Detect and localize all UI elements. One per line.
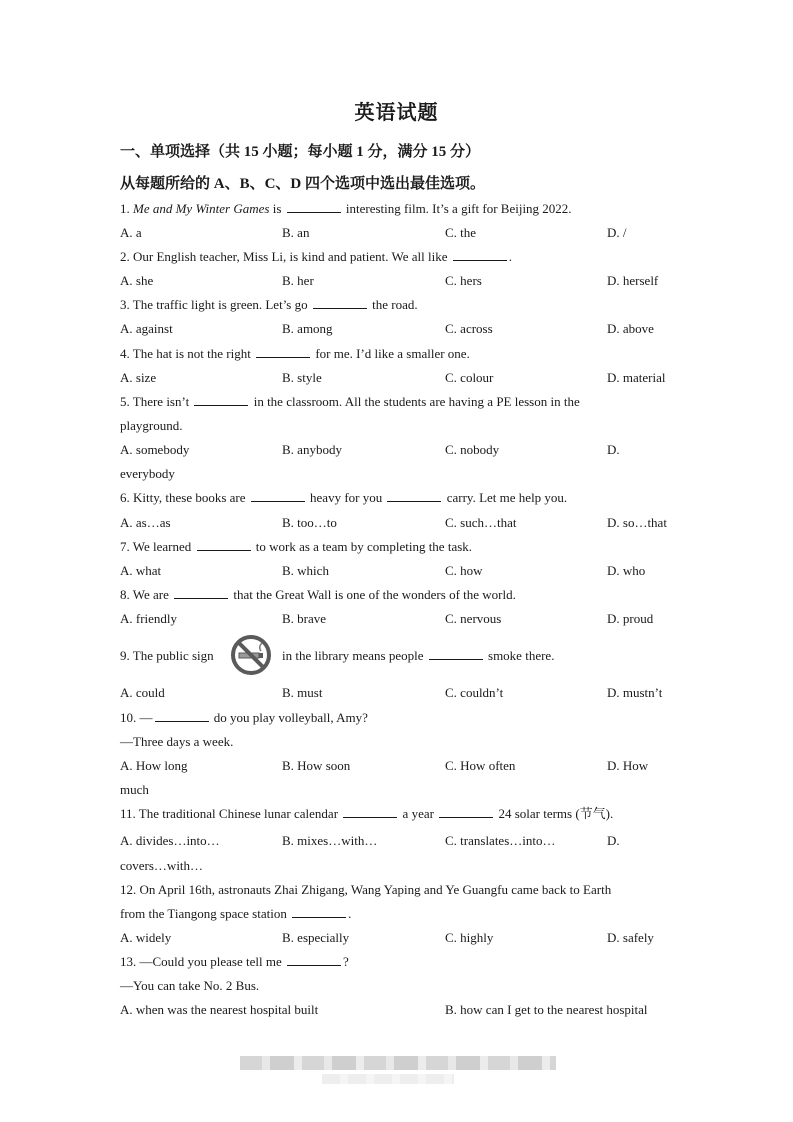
option-a: A. How long — [120, 758, 188, 773]
option-b: B. among — [282, 321, 333, 336]
question-13: 13. —Could you please tell me ? — [120, 954, 349, 969]
option-d: D. How — [607, 758, 649, 773]
question-11: 11. The traditional Chinese lunar calendar a year 24 solar terms (节气). — [120, 806, 614, 821]
question-1: 1. Me and My Winter Games is interesting film. It’s a gift for Beijing 2022. — [120, 201, 572, 216]
option-d: D. who — [607, 563, 646, 578]
option-c: C. nervous — [445, 611, 502, 626]
answer-blank — [429, 648, 483, 660]
option-b: B. must — [282, 685, 323, 700]
option-d: D. proud — [607, 611, 654, 626]
option-b: B. too…to — [282, 515, 337, 530]
question-12: 12. On April 16th, astronauts Zhai Zhigang, Wang Yaping and Ye Guangfu came back to Earth — [120, 882, 612, 897]
option-d: D. / — [607, 225, 627, 240]
question-6: 6. Kitty, these books are heavy for you carry. Let me help you. — [120, 490, 568, 505]
question-5: 5. There isn’t in the classroom. All the students are having a PE lesson in the — [120, 394, 580, 409]
answer-blank — [387, 490, 441, 502]
option-a: A. as…as — [120, 515, 171, 530]
no-smoking-icon — [230, 634, 272, 676]
option-a: A. divides…into… — [120, 833, 220, 848]
answer-blank — [343, 806, 397, 818]
option-b: B. her — [282, 273, 314, 288]
option-c: C. the — [445, 225, 477, 240]
option-a: A. friendly — [120, 611, 178, 626]
option-d: D. so…that — [607, 515, 667, 530]
option-b: B. How soon — [282, 758, 351, 773]
option-c: C. how — [445, 563, 483, 578]
option-c: C. across — [445, 321, 493, 336]
option-c: C. nobody — [445, 442, 500, 457]
option-d: D. — [607, 833, 620, 848]
option-continuation: everybody — [120, 466, 175, 481]
answer-blank — [251, 490, 305, 502]
blurred-footer-line — [322, 1074, 454, 1084]
option-d: D. material — [607, 370, 666, 385]
option-b: B. brave — [282, 611, 327, 626]
option-d: D. above — [607, 321, 654, 336]
option-c: C. How often — [445, 758, 516, 773]
question-3: 3. The traffic light is green. Let’s go the road. — [120, 297, 418, 312]
option-c: C. translates…into… — [445, 833, 556, 848]
option-continuation: much — [120, 782, 149, 797]
answer-blank — [194, 394, 248, 406]
option-c: C. hers — [445, 273, 482, 288]
option-b: B. how can I get to the nearest hospital — [445, 1002, 648, 1017]
answer-blank — [313, 297, 367, 309]
answer-blank — [287, 201, 341, 213]
option-b: B. an — [282, 225, 310, 240]
option-d: D. herself — [607, 273, 659, 288]
option-c: C. highly — [445, 930, 494, 945]
answer-blank — [439, 806, 493, 818]
option-a: A. widely — [120, 930, 172, 945]
answer-blank — [453, 249, 507, 261]
option-continuation: covers…with… — [120, 858, 204, 873]
option-a: A. against — [120, 321, 173, 336]
option-b: B. style — [282, 370, 322, 385]
question-continuation: playground. — [120, 418, 183, 433]
option-a: A. somebody — [120, 442, 190, 457]
page-title: 英语试题 — [354, 102, 439, 124]
option-b: B. mixes…with… — [282, 833, 378, 848]
question-continuation: from the Tiangong space station . — [120, 906, 352, 921]
blurred-footer — [240, 1056, 556, 1070]
answer-blank — [287, 954, 341, 966]
question-10: 10. — do you play volleyball, Amy? — [120, 710, 368, 725]
option-d: D. mustn’t — [607, 685, 663, 700]
option-a: A. she — [120, 273, 154, 288]
option-a: A. when was the nearest hospital built — [120, 1002, 319, 1017]
option-c: C. colour — [445, 370, 494, 385]
answer-blank — [292, 906, 346, 918]
option-d: D. — [607, 442, 620, 457]
question-2: 2. Our English teacher, Miss Li, is kind and patient. We all like . — [120, 249, 512, 264]
question-8: 8. We are that the Great Wall is one of the wonders of the world. — [120, 587, 516, 602]
option-c: C. such…that — [445, 515, 517, 530]
option-b: B. anybody — [282, 442, 342, 457]
option-a: A. could — [120, 685, 165, 700]
option-b: B. which — [282, 563, 329, 578]
question-4: 4. The hat is not the right for me. I’d like a smaller one. — [120, 346, 470, 361]
option-c: C. couldn’t — [445, 685, 504, 700]
section-heading: 一、单项选择（共 15 小题；每小题 1 分，满分 15 分） — [120, 144, 481, 160]
option-a: A. what — [120, 563, 162, 578]
answer-blank — [197, 539, 251, 551]
answer-blank — [174, 587, 228, 599]
question-continuation: —You can take No. 2 Bus. — [120, 978, 260, 993]
option-a: A. a — [120, 225, 142, 240]
option-d: D. safely — [607, 930, 654, 945]
question-9: 9. The public sign — [120, 648, 214, 663]
answer-blank — [256, 346, 310, 358]
question-continuation: —Three days a week. — [120, 734, 234, 749]
instruction: 从每题所给的 A、B、C、D 四个选项中选出最佳选项。 — [120, 176, 486, 192]
option-a: A. size — [120, 370, 157, 385]
option-b: B. especially — [282, 930, 350, 945]
question-9-continued: in the library means people smoke there. — [282, 648, 555, 663]
answer-blank — [155, 710, 209, 722]
question-7: 7. We learned to work as a team by completing the task. — [120, 539, 473, 554]
